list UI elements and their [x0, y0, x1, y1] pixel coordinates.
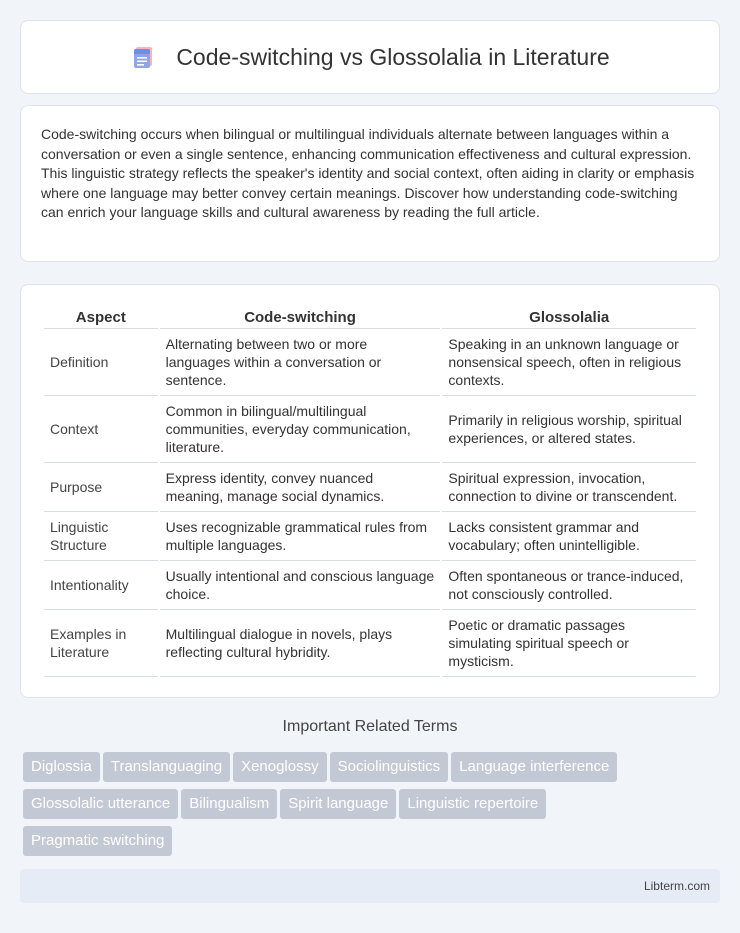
row-aspect: Purpose	[44, 463, 158, 512]
related-term-tag[interactable]: Linguistic repertoire	[399, 789, 546, 819]
comparison-table	[42, 305, 698, 677]
row-code-switching: Usually intentional and conscious language choice.	[160, 561, 441, 610]
table-row	[44, 512, 696, 561]
intro-text: Code-switching occurs when bilingual or multilingual individuals alternate between languages within a conversation or even a single sentence, enhancing communication effectiveness and cultural expression. This linguistic strategy reflects the speaker's identity and social context, often aiding in clarity or emphasis where one language may better convey certain meanings. Discover how understanding code-switching can enrich your language skills and cultural awareness by reading the full article.	[41, 126, 695, 221]
table-row	[44, 396, 696, 463]
row-aspect: Examples in Literature	[44, 610, 158, 677]
table-row	[44, 329, 696, 396]
table-row	[44, 561, 696, 610]
page-header	[20, 20, 720, 94]
row-glossolalia: Primarily in religious worship, spiritual experiences, or altered states.	[442, 396, 696, 463]
related-terms-title: Important Related Terms	[282, 718, 458, 735]
related-term-tag[interactable]: Diglossia	[23, 752, 100, 782]
header-aspect: Aspect	[44, 305, 158, 329]
row-glossolalia: Spiritual expression, invocation, connection to divine or transcendent.	[442, 463, 696, 512]
table-header-row	[44, 305, 696, 329]
header-glossolalia: Glossolalia	[442, 305, 696, 329]
comparison-table-card	[20, 284, 720, 698]
table-row	[44, 610, 696, 677]
header-code-switching: Code-switching	[160, 305, 441, 329]
related-term-tag[interactable]: Xenoglossy	[233, 752, 327, 782]
footer-brand-link[interactable]: Libterm.com	[643, 879, 710, 893]
related-term-tag[interactable]: Language interference	[451, 752, 617, 782]
related-term-tag[interactable]: Bilingualism	[181, 789, 277, 819]
row-code-switching: Multilingual dialogue in novels, plays reflecting cultural hybridity.	[160, 610, 441, 677]
row-code-switching: Express identity, convey nuanced meaning, manage social dynamics.	[160, 463, 441, 512]
related-term-tag[interactable]: Sociolinguistics	[330, 752, 449, 782]
page-title: Code-switching vs Glossolalia in Literature	[176, 43, 610, 70]
related-term-tag[interactable]: Glossolalic utterance	[23, 789, 178, 819]
related-term-tag[interactable]: Translanguaging	[103, 752, 230, 782]
row-aspect: Intentionality	[44, 561, 158, 610]
row-glossolalia: Poetic or dramatic passages simulating spiritual speech or mysticism.	[442, 610, 696, 677]
row-glossolalia: Often spontaneous or trance-induced, not consciously controlled.	[442, 561, 696, 610]
row-aspect: Definition	[44, 329, 158, 396]
related-term-tag[interactable]: Spirit language	[280, 789, 396, 819]
intro-section	[20, 105, 720, 262]
document-stack-icon	[130, 44, 156, 70]
row-glossolalia: Lacks consistent grammar and vocabulary; often unintelligible.	[442, 512, 696, 561]
row-code-switching: Uses recognizable grammatical rules from multiple languages.	[160, 512, 441, 561]
related-terms-list	[23, 752, 723, 863]
row-code-switching: Alternating between two or more languages within a conversation or sentence.	[160, 329, 441, 396]
related-term-tag[interactable]: Pragmatic switching	[23, 826, 172, 856]
page-footer	[20, 869, 720, 903]
row-glossolalia: Speaking in an unknown language or nonsensical speech, often in religious contexts.	[442, 329, 696, 396]
table-row	[44, 463, 696, 512]
row-aspect: Context	[44, 396, 158, 463]
row-code-switching: Common in bilingual/multilingual communities, everyday communication, literature.	[160, 396, 441, 463]
row-aspect: Linguistic Structure	[44, 512, 158, 561]
